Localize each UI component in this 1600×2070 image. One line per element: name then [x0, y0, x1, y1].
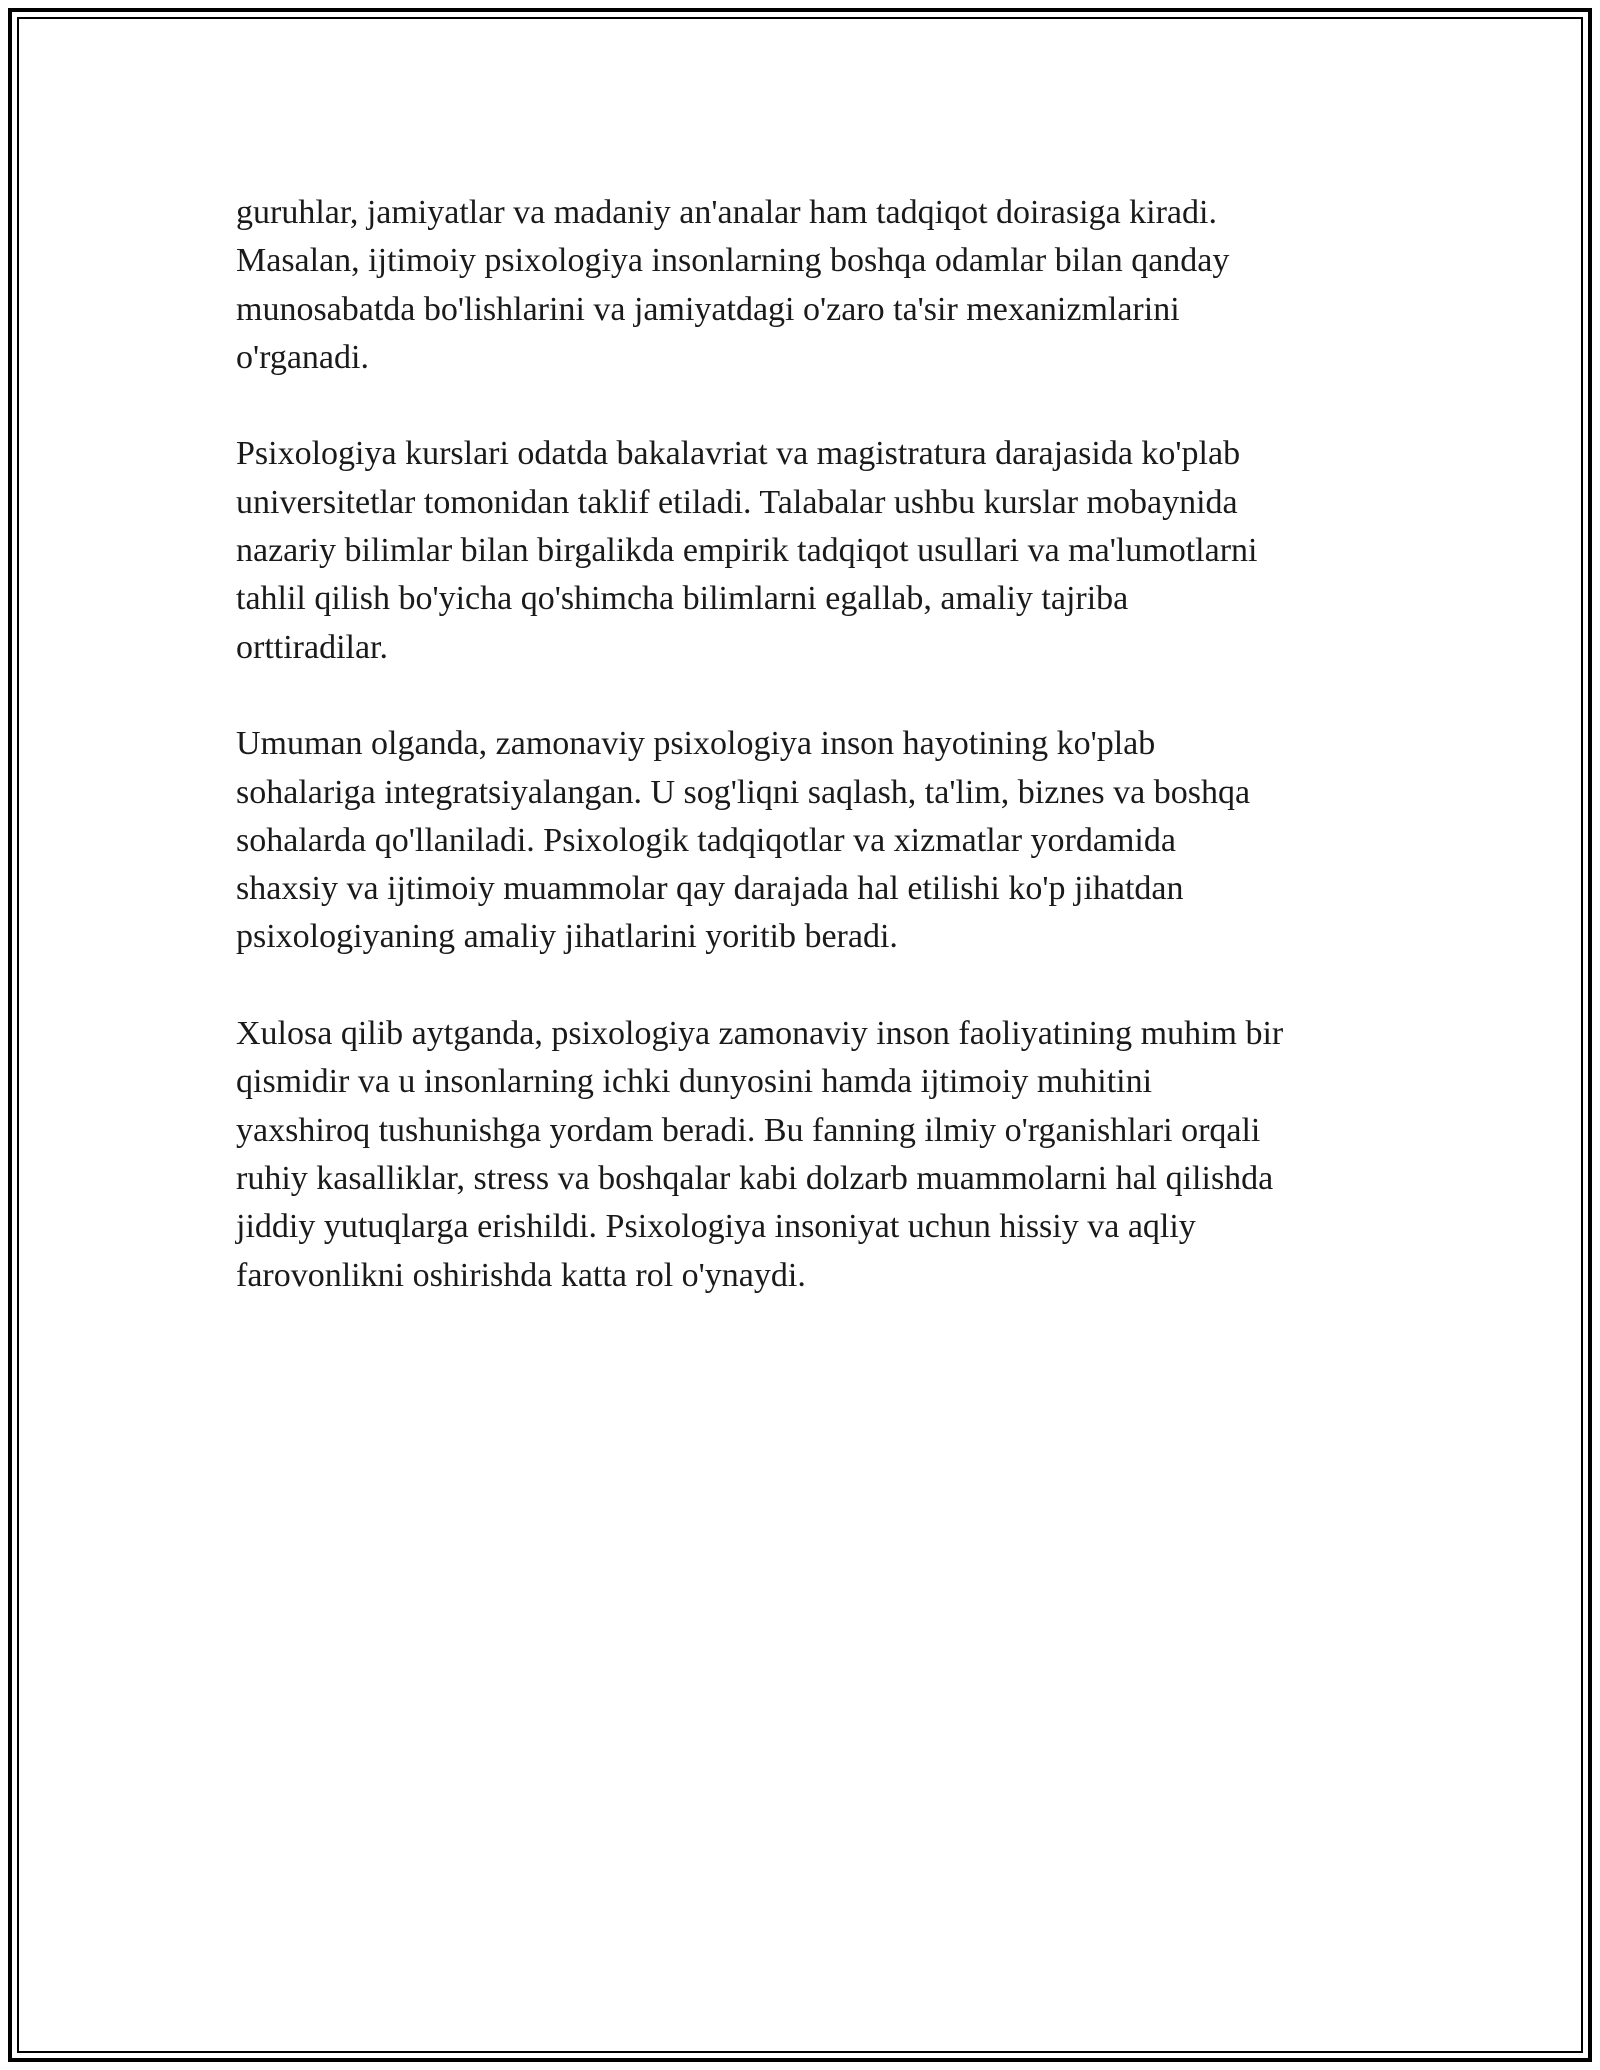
paragraph-3: Umuman olganda, zamonaviy psixologiya inson hayotining ko'plab sohalariga integratsiyalangan. U sog'liqni saqlash, ta'lim, biznes va boshqa sohalarda qo'llaniladi. Psixologik tadqiqotlar va xizmatlar yordamida shaxsiy va ijtimoiy muammolar qay darajada hal etilishi ko'p jihatdan psixologiyaning amaliy jihatlarini yoritib beradi. [236, 725, 1251, 956]
paragraph-1: guruhlar, jamiyatlar va madaniy an'analar ham tadqiqot doirasiga kiradi. Masalan, ijtimoiy psixologiya insonlarning boshqa odamlar bilan qanday munosabatda bo'lishlarini va jamiyatdagi o'zaro ta'sir mexanizmlarini o'rganadi. [236, 194, 1230, 376]
paragraph-4: Xulosa qilib aytganda, psixologiya zamonaviy inson faoliyatining muhim bir qismidir va u insonlarning ichki dunyosini hamda ijtimoiy muhitini yaxshiroq tushunishga yordam beradi. Bu fanning ilmiy o'rganishlari orqali ruhiy kasalliklar, stress va boshqalar kabi dolzarb muammolarni hal qilishda jiddiy yutuqlarga erishildi. Psixologiya insoniyat uchun hissiy va aqliy farovonlikni oshirishda katta rol o'ynaydi. [236, 1015, 1284, 1294]
document-body [236, 189, 1376, 1348]
paragraph-2: Psixologiya kurslari odatda bakalavriat va magistratura darajasida ko'plab universitetlar tomonidan taklif etiladi. Talabalar ushbu kurslar mobaynida nazariy bilimlar bilan birgalikda empirik tadqiqot usullari va ma'lumotlarni tahlil qilish bo'yicha qo'shimcha bilimlarni egallab, amaliy tajriba orttiradilar. [236, 435, 1258, 666]
